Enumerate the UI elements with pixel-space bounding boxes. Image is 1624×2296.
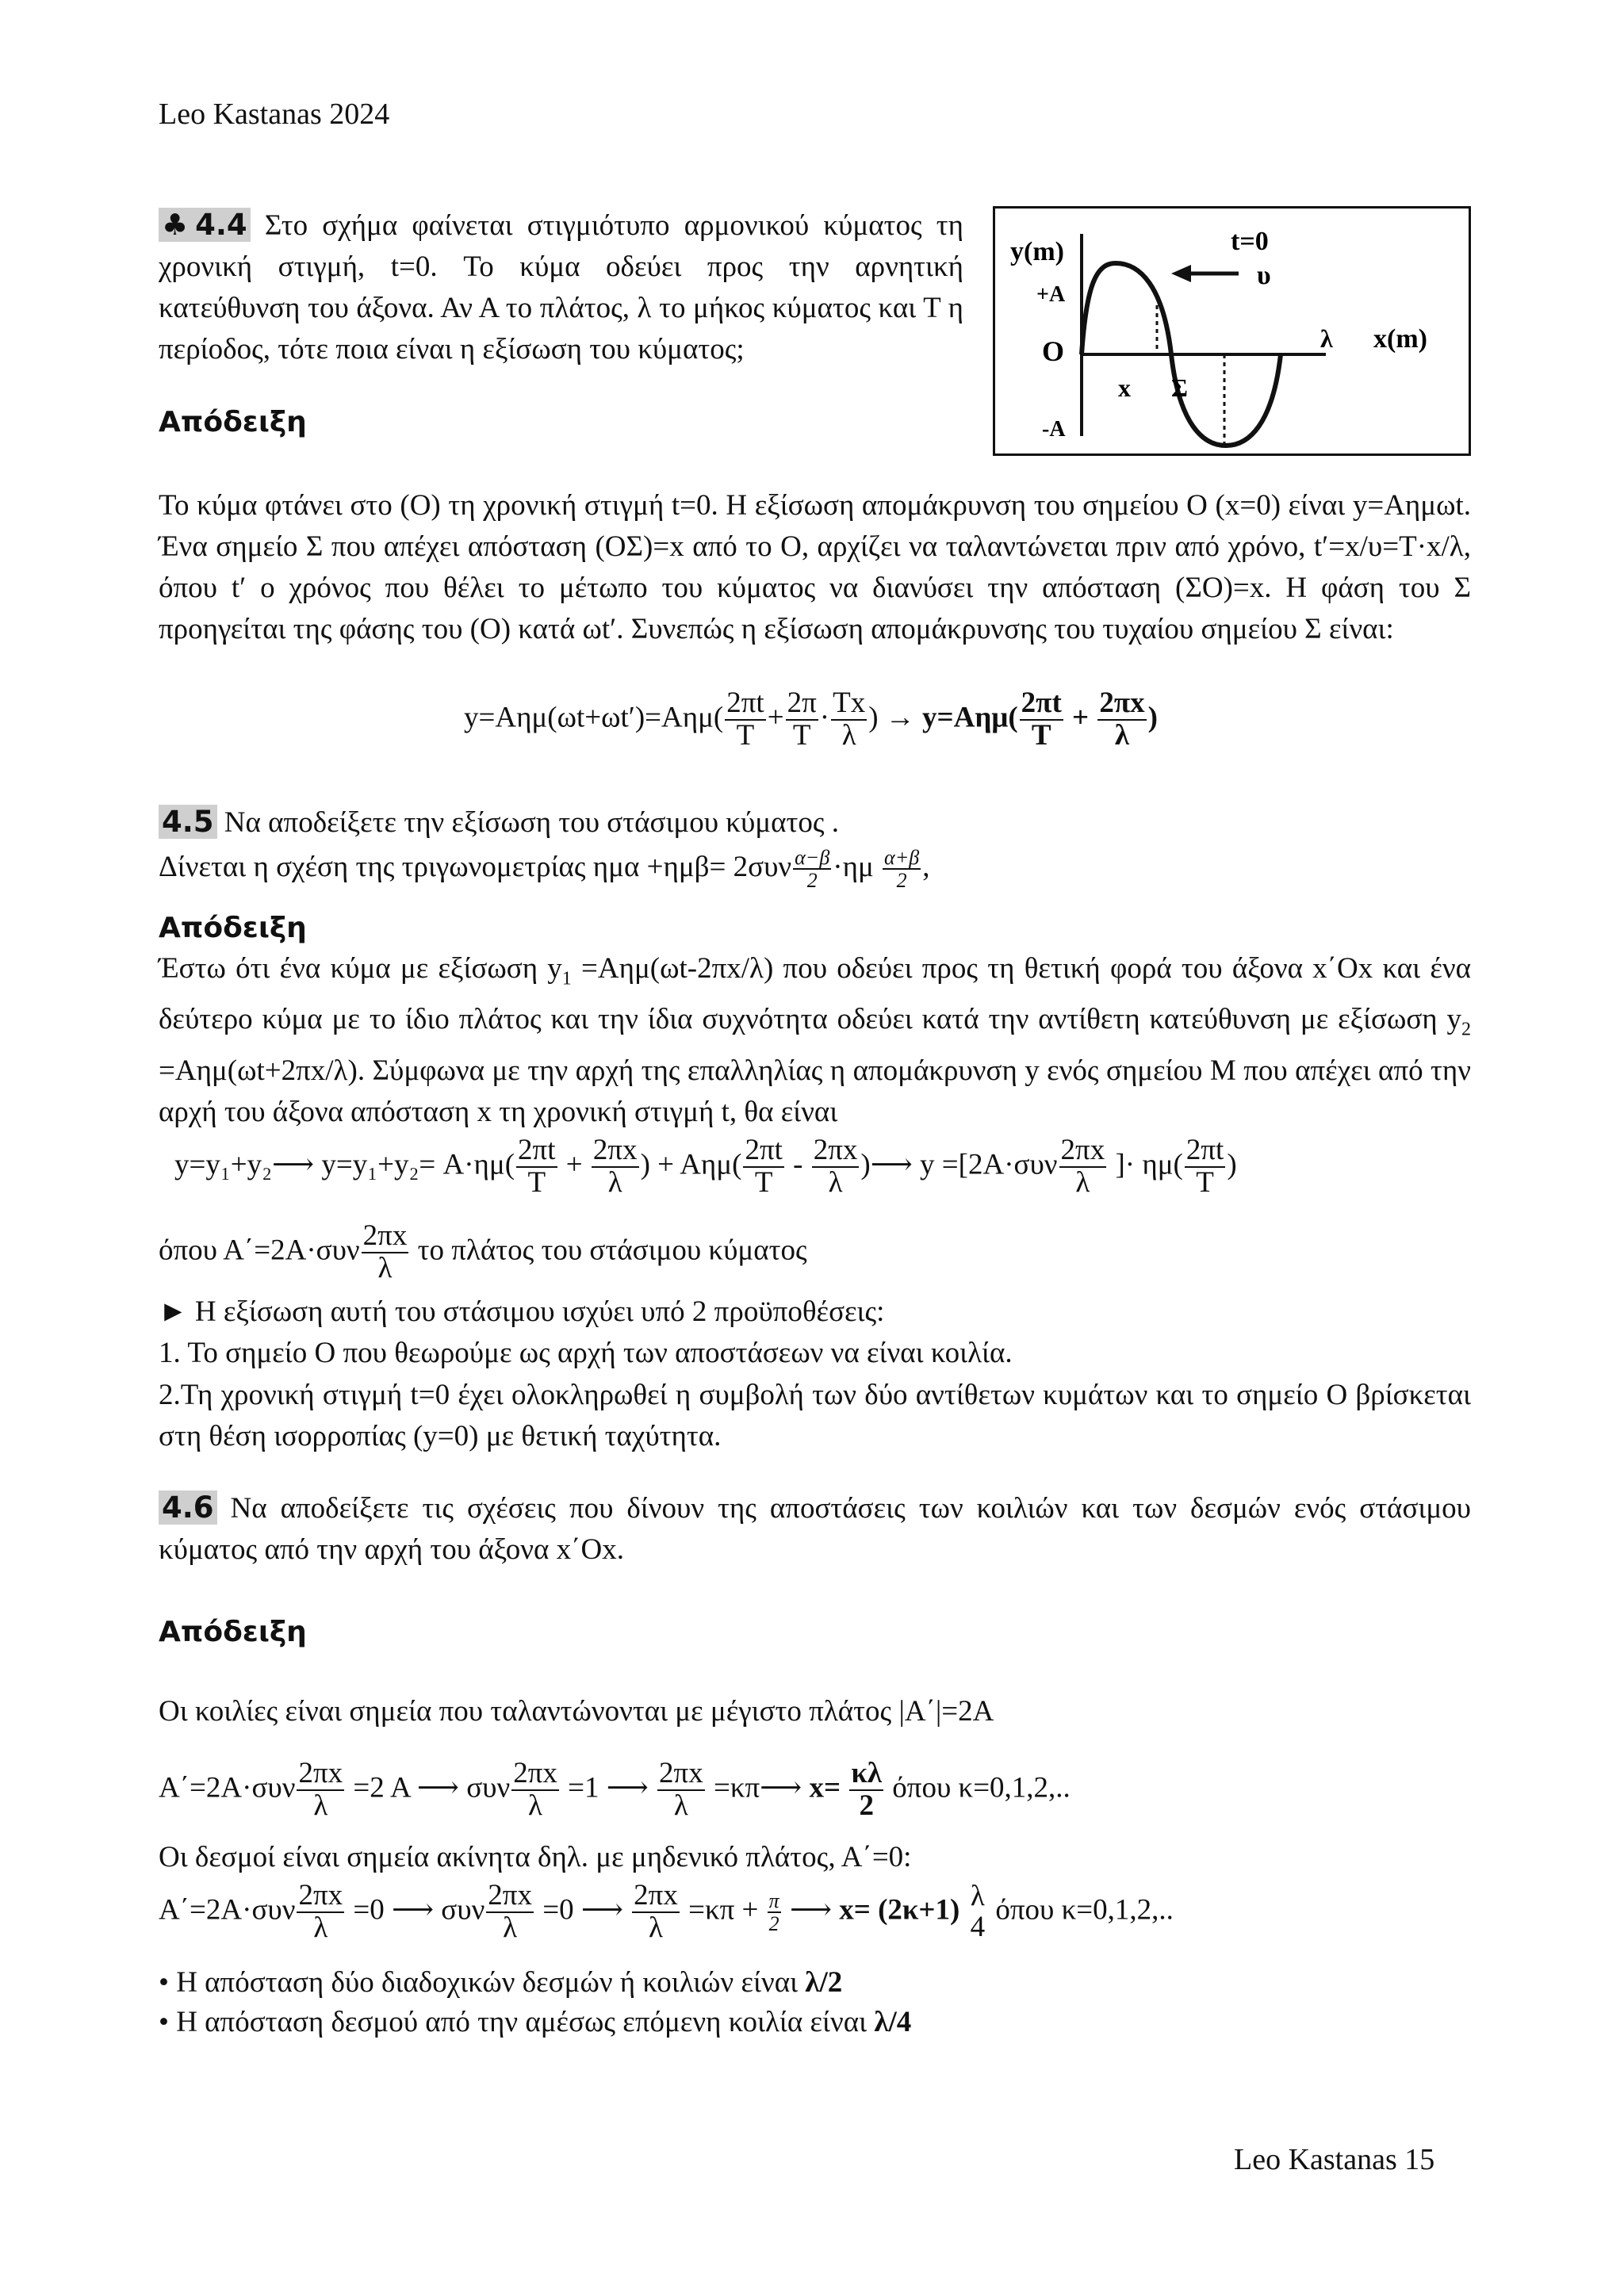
proof-4-4-body: Το κύμα φτάνει στο (Ο) τη χρονική στιγμή t=0. Η εξίσωση απομάκρυνση του σημείου Ο (x=0) είναι y=Αημωt. Ένα σημείο Σ που απέχει απόσταση (ΟΣ)=x από το Ο, αρχίζει να ταλαντώνεται πριν από χρόνο, t′=x/υ=T·x/λ, όπου t′ ο χρόνος που θέλει το μέτωπο του κύματος να διανύσει την απόσταση (ΣΟ)=x. Η φάση του Σ προηγείται της φάσης του (Ο) κατά ωt′. Συνεπώς η εξίσωση απομάκρυνσης του τυχαίου σημείου Σ είναι: <box>159 489 1471 645</box>
trig-identity: Δίνεται η σχέση της τριγωνομετρίας ημα +ημβ= 2συν $\frac{\alpha-\beta}{2}$ ·ημ $\frac{\alpha+\beta}{2}$ , <box>159 846 930 893</box>
page-header: Leo Kastanas 2024 <box>159 98 390 131</box>
item-number: 4.5 <box>159 805 217 839</box>
standing-wave-equation: y=y₁+y₂⟶ y=y₁+y₂= Α·ημ( $\frac{2\pi t}{T}$ + $\frac{2\pi x}{\lambda}$ ) + Αημ( $\frac{2\pi t}{T}$ - $\frac{2\pi x}{\lambda}$ )⟶ y =[2Α·συν $\frac{2\pi x}{\lambda}$ ]· ημ( $\frac{2\pi t}{T}$ ) <box>174 1134 1237 1199</box>
bullet-2: • Η απόσταση δεσμού από την αμέσως επόμενη κοιλία είναι λ/4 <box>159 2006 912 2038</box>
origin-label: O <box>1042 335 1065 367</box>
wave-equation: y=Αημ(ωt+ωt′)=Αημ( $\frac{2\pi t}{T}$ + $\frac{2\pi}{T}$ · $\frac{Tx}{\lambda}$ ) → y=Αημ( $\frac{2\pi t}{T}$ + $\frac{2\pi x}{\lambda}$ ) <box>464 687 1158 752</box>
plus-a-label: +A <box>1036 282 1066 307</box>
minus-a-label: -A <box>1042 417 1066 442</box>
node-equation: Α΄=2Α·συν $\frac{2\pi x}{\lambda}$ =0 ⟶ συν $\frac{2\pi x}{\lambda}$ =0 ⟶ $\frac{2\pi x}{\lambda}$ =κπ + $\frac{\pi}{2}$ ⟶ x= (2κ+1) λ 4 όπου κ=0,1,2,.. <box>159 1879 1174 1944</box>
velocity-label: υ <box>1257 261 1271 290</box>
page-footer: Leo Kastanas 15 <box>1234 2143 1435 2176</box>
item-number: ♣4.4 <box>159 208 251 242</box>
y-axis-label: y(m) <box>1010 237 1064 266</box>
lambda-label: λ <box>1320 324 1333 353</box>
question-4-6 <box>159 1487 1471 1571</box>
wave-snapshot-figure <box>993 206 1471 456</box>
node-intro: Οι δεσμοί είναι σημεία ακίνητα δηλ. με μηδενικό πλάτος, Α΄=0: <box>159 1841 912 1873</box>
amplitude-relation: όπου Α΄=2Α·συν $\frac{2\pi x}{\lambda}$ το πλάτος του στάσιμου κύματος <box>159 1219 807 1284</box>
proof-4-5-body: Έστω ότι ένα κύμα με εξίσωση $y_1 =A\eta\mu(\omega t-2\pi x/\lambda)$ που οδεύει προς τη θετική φορά του άξονα x΄Ox και ένα δεύτερο κύμα με το ίδιο πλάτος και την ίδια συχνότητα οδεύει κατά την αντίθετη κατεύθυνση με εξίσωση $y_2 =A\eta\mu(\omega t+2\pi x/\lambda)$. Σύμφωνα με την αρχή της επαλληλίας η απομάκρυνση y ενός σημείου Μ που απέχει από την αρχή του άξονα απόσταση x τη χρονική στιγμή t, θα είναι <box>159 952 1471 1128</box>
condition-2: 2.Τη χρονική στιγμή t=0 έχει ολοκληρωθεί η συμβολή των δύο αντίθετων κυμάτων και το σημείο Ο βρίσκεται στη θέση ισορροπίας (y=0) με θετική ταχύτητα. <box>159 1379 1471 1452</box>
time-label: t=0 <box>1231 227 1269 256</box>
proof-heading: Απόδειξη <box>159 1616 307 1648</box>
question-4-5 <box>159 802 839 843</box>
condition-1: 1. Το σημείο Ο που θεωρούμε ως αρχή των αποστάσεων να είναι κοιλία. <box>159 1337 1013 1369</box>
conditions-intro: ► Η εξίσωση αυτή του στάσιμου ισχύει υπό 2 προϋποθέσεις: <box>159 1295 885 1328</box>
eq-text: y=Αημ(ωt+ωt′)=Αημ( <box>464 701 724 734</box>
question-4-4 <box>159 205 963 370</box>
question-text: Να αποδείξετε την εξίσωση του στάσιμου κύματος . <box>216 806 840 839</box>
proof-heading: Απόδειξη <box>159 406 307 438</box>
sigma-label: Σ <box>1171 373 1188 402</box>
antinode-intro: Οι κοιλίες είναι σημεία που ταλαντώνονται με μέγιστο πλάτος |Α΄|=2Α <box>159 1695 994 1728</box>
x-axis-label: x(m) <box>1373 324 1427 354</box>
antinode-equation: Α΄=2Α·συν $\frac{2\pi x}{\lambda}$ =2 Α ⟶ συν $\frac{2\pi x}{\lambda}$ =1 ⟶ $\frac{2\pi x}{\lambda}$ =κπ⟶ x= $\frac{\kappa\lambda}{2}$ όπου κ=0,1,2,.. <box>159 1757 1071 1822</box>
proof-heading: Απόδειξη <box>159 912 307 944</box>
eq-result: y=Αημ( <box>922 701 1018 734</box>
item-number: 4.6 <box>159 1490 217 1525</box>
question-text: Στο σχήμα φαίνεται στιγμιότυπο αρμονικού κύματος τη χρονική στιγμή, t=0. Το κύμα οδεύει προς την αρνητική κατεύθυνση του άξονα. Αν Α το πλάτος, λ το μήκος κύματος και Τ η περίοδος, τότε ποια είναι η εξίσωση του κύματος; <box>159 209 964 365</box>
question-text: Να αποδείξετε τις σχέσεις που δίνουν της αποστάσεις των κοιλιών και των δεσμών ενός στάσιμου κύματος από την αρχή του άξονα x΄Ox. <box>159 1492 1471 1566</box>
x-point-label: x <box>1118 373 1131 402</box>
bullet-1: • Η απόσταση δύο διαδοχικών δεσμών ή κοιλιών είναι λ/2 <box>159 1966 843 1999</box>
